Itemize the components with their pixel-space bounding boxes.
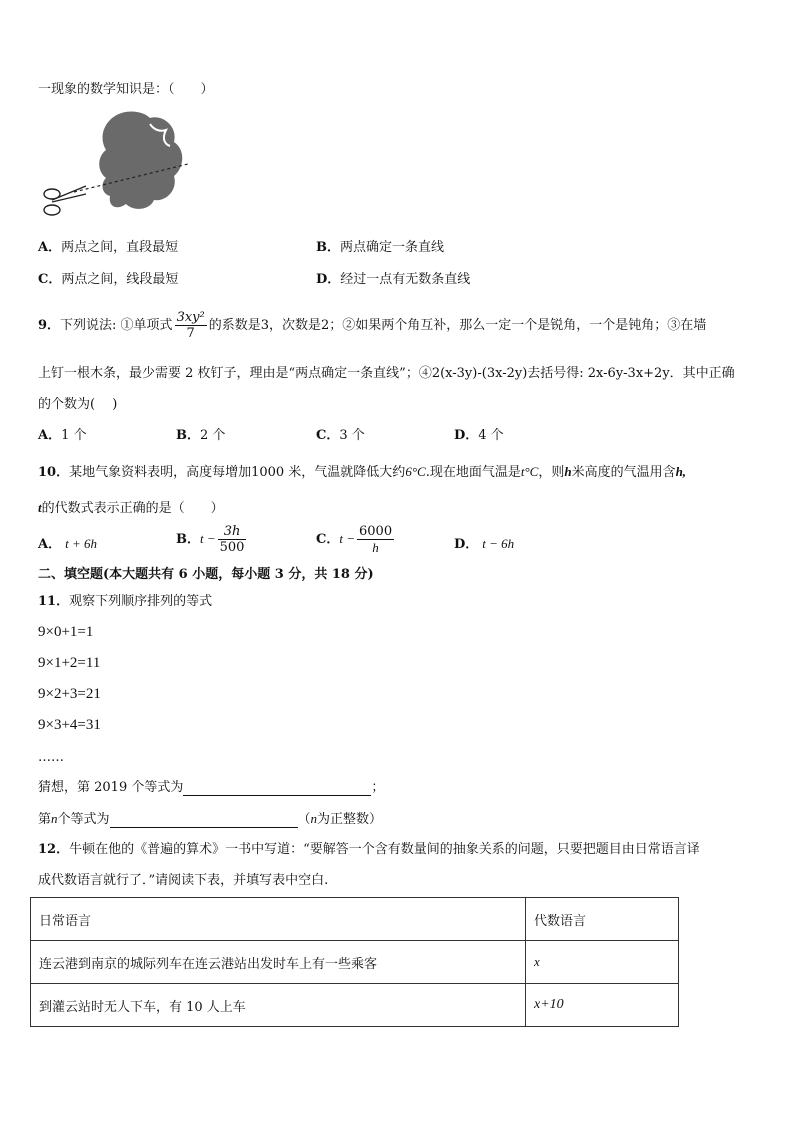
q11-stem: 11．观察下列顺序排列的等式	[38, 594, 213, 609]
q8-option-b: B．两点确定一条直线	[316, 240, 445, 255]
leaf-shape	[99, 112, 182, 209]
section-2-heading: 二、填空题(本大题共有 6 小题，每小题 3 分，共 18 分)	[38, 567, 374, 582]
q9-line2: 上钉一根木条，最少需要 2 枚钉子，理由是“两点确定一条直线”；④2(x-3y)-(3x-2y)去括号得: 2x-6y-3x+2y．其中正确	[38, 366, 735, 381]
q9-fraction: $\frac{\text{3xy²}}{7}$	[176, 310, 205, 341]
q9-line1: 9．下列说法: ①单项式 $\frac{\text{3xy²}}{7}$ 的系数是3，次数是2；②如果两个角互补，那么一定一个是锐角，一个是钝角；③在墙	[38, 310, 707, 341]
q9-option-d: D．4 个	[454, 428, 504, 443]
q12-line1: 12．牛顿在他的《普遍的算术》一书中写道：“要解答一个含有数量间的抽象关系的问题，只要把题目由日常语言译	[38, 842, 700, 857]
scissors-handle-top	[44, 189, 60, 199]
table-header-algebra: 代数语言	[526, 898, 679, 941]
q11-guess-blank[interactable]	[183, 781, 371, 796]
table-cell-daily: 连云港到南京的城际列车在连云港站出发时车上有一些乘客	[31, 941, 526, 984]
q11-nth: 第n个等式为 （n为正整数）	[38, 811, 383, 827]
scissors-handle-bottom	[44, 205, 60, 215]
q8-option-c: C．两点之间，线段最短	[38, 272, 179, 287]
q8-option-a: A．两点之间，直段最短	[38, 240, 179, 255]
q11-nth-blank[interactable]	[110, 813, 298, 828]
q8-stem: 一现象的数学知识是：（ ）	[38, 82, 214, 97]
q11-guess: 猜想，第 2019 个等式为 ；	[38, 780, 385, 795]
q11-ellipsis: ……	[38, 750, 64, 765]
q12-line2: 成代数语言就行了．”请阅读下表，并填写表中空白.	[38, 873, 329, 888]
q10-option-a: A． t + 6h	[38, 536, 97, 552]
q8-option-d: D．经过一点有无数条直线	[316, 272, 471, 287]
q11-equation-1: 9×0+1=1	[38, 624, 94, 640]
q11-equation-4: 9×3+4=31	[38, 717, 101, 733]
q10-option-c: C．t − $\frac{6000}{h}$	[316, 524, 393, 555]
table-row	[31, 984, 679, 1027]
q9-option-b: B．2 个	[176, 428, 226, 443]
table-row	[31, 941, 679, 984]
q11-equation-2: 9×1+2=11	[38, 655, 101, 671]
q12-table	[30, 897, 679, 1027]
table-cell-algebra: x+10	[526, 984, 679, 1027]
q9-line3: 的个数为( )	[38, 397, 118, 412]
q10-line2: t的代数式表示正确的是（ ）	[38, 500, 224, 516]
q11-equation-3: 9×2+3=21	[38, 686, 101, 702]
table-header-row	[31, 898, 679, 941]
table-header-daily: 日常语言	[31, 898, 526, 941]
q10-option-d: D． t − 6h	[454, 536, 515, 552]
q10-option-b: B．t − $\frac{3h}{500}$	[176, 524, 245, 555]
q9-option-a: A．1 个	[38, 428, 87, 443]
leaf-scissors-figure	[38, 104, 198, 228]
table-cell-daily: 到灌云站时无人下车，有 10 人上车	[31, 984, 526, 1027]
q10-line1: 10．某地气象资料表明，高度每增加1000 米，气温就降低大约6°C.现在地面气温是t°C，则h米高度的气温用含h,	[38, 464, 687, 480]
table-cell-algebra: x	[526, 941, 679, 984]
q9-option-c: C．3 个	[316, 428, 365, 443]
